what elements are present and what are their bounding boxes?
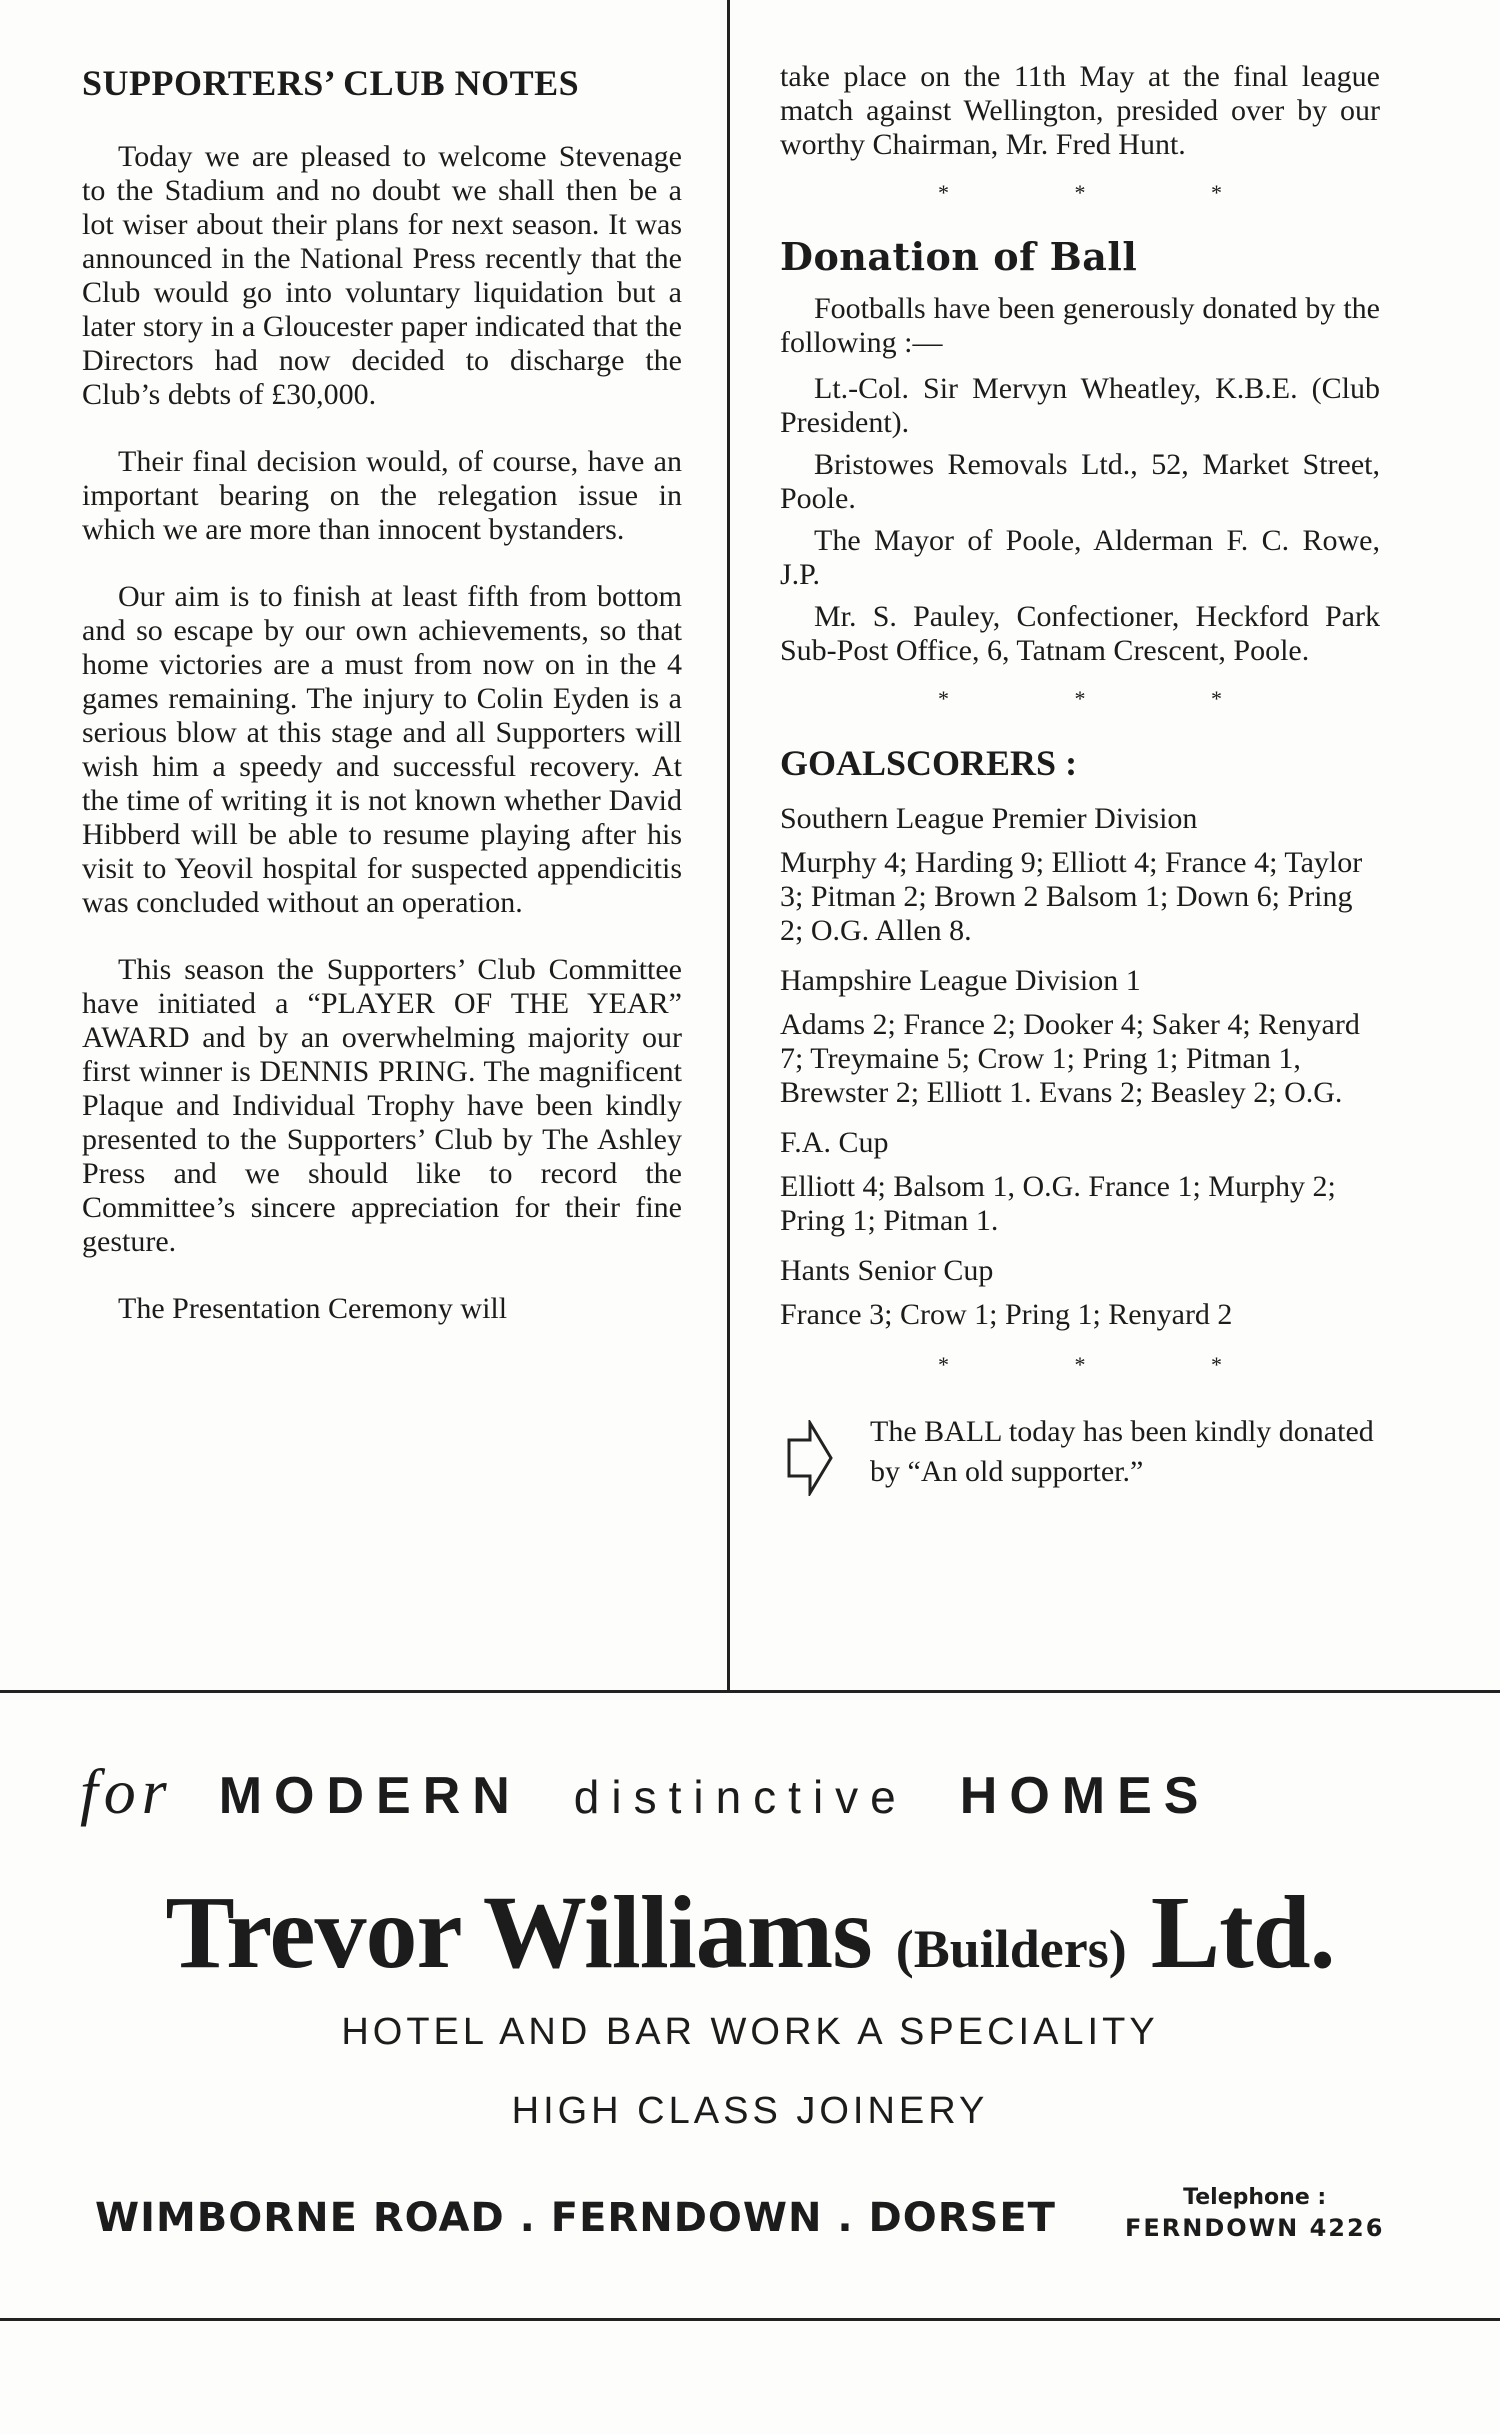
company-name-builders: (Builders)	[895, 1919, 1127, 1979]
notes-paragraph-5: The Presentation Ceremony will	[118, 1292, 508, 1325]
advert-word-distinctive: distinctive	[573, 1771, 908, 1823]
competition-scorers: Murphy 4; Harding 9; Elliott 4; France 4; Taylor 3; Pitman 2; Brown 2 Balsom 1; Down 6; Pring 2; O.G. Allen 8.	[780, 846, 1363, 947]
donor-item: Bristowes Removals Ltd., 52, Market Street, Poole.	[780, 448, 1380, 515]
ball-note-text: The BALL today has been kindly donated by “An old supporter.”	[870, 1415, 1374, 1488]
ball-donation-note	[780, 1412, 1380, 1492]
advert-speciality: HOTEL AND BAR WORK A SPECIALITY	[341, 2011, 1159, 2053]
competition-name: Hampshire League Division 1	[780, 964, 1141, 997]
column-divider	[727, 0, 730, 1690]
advert-word-homes: HOMES	[959, 1767, 1211, 1825]
competition-scorers: Adams 2; France 2; Dooker 4; Saker 4; Renyard 7; Treymaine 5; Crow 1; Pring 1; Pitman 1, Brewster 2; Elliott 1. Evans 2; Beasley 2; O.G.	[780, 1008, 1360, 1109]
company-name-ltd: Ltd.	[1150, 1875, 1335, 1990]
telephone-number: FERNDOWN 4226	[1125, 2214, 1385, 2242]
notes-paragraph-2: Their final decision would, of course, have an important bearing on the relegation issue in which we are more than innocent bystanders.	[82, 445, 682, 546]
supporters-club-title: SUPPORTERS’ CLUB NOTES	[82, 63, 580, 103]
notes-paragraph-3: Our aim is to finish at least fifth from bottom and so escape by our own achievements, so that home victories are a must from now on in the 4 games remaining. The injury to Colin Eyden is a serious blow at this stage and all Supporters will wish him a speedy and successful recovery. At the time of writing it is not known whether David Hibberd will be able to resume playing after his visit to Yeovil hospital for suspected appendicitis was concluded without an operation.	[82, 580, 682, 919]
advert-word-modern: MODERN	[218, 1767, 522, 1825]
competition-scorers: France 3; Crow 1; Pring 1; Renyard 2	[780, 1298, 1233, 1331]
donation-title: Donation of Ball	[780, 234, 1138, 279]
advert-address: WIMBORNE ROAD . FERNDOWN . DORSET	[95, 2195, 1056, 2241]
donation-intro: Footballs have been generously donated by the following :—	[780, 292, 1380, 359]
section-separator: * * *	[938, 180, 1282, 205]
notes-paragraph-4: This season the Supporters’ Club Committee have initiated a “PLAYER OF THE YEAR” AWARD and by an overwhelming majority our first winner is DENNIS PRING. The magnificent Plaque and Individual Trophy have been kindly presented to the Supporters’ Club by The Ashley Press and we should like to record the Committee’s sincere appreciation for their fine gesture.	[82, 953, 682, 1258]
notes-paragraph-1: Today we are pleased to welcome Stevenage to the Stadium and no doubt we shall then be a lot wiser about their plans for next season. It was announced in the National Press recently that the Club would go into voluntary liquidation but a later story in a Gloucester paper indicated that the Directors had now decided to discharge the Club’s debts of £30,000.	[82, 140, 682, 411]
notes-continuation: take place on the 11th May at the final league match against Wellington, presided over by our worthy Chairman, Mr. Fred Hunt.	[780, 60, 1380, 161]
advert-telephone	[1125, 2185, 1384, 2242]
right-column	[780, 60, 1380, 1492]
advert-headline	[80, 1755, 1210, 1829]
advert-word-for: for	[80, 1756, 173, 1827]
donor-item: The Mayor of Poole, Alderman F. C. Rowe, J.P.	[780, 524, 1380, 591]
competition-scorers: Elliott 4; Balsom 1, O.G. France 1; Murphy 2; Pring 1; Pitman 1.	[780, 1170, 1336, 1237]
company-name	[0, 1873, 1500, 1992]
telephone-label: Telephone :	[1183, 2185, 1327, 2210]
arrow-right-icon	[786, 1420, 834, 1507]
builders-advertisement	[0, 1693, 1500, 2318]
advert-bottom-rule	[0, 2318, 1500, 2321]
donor-item: Mr. S. Pauley, Confectioner, Heckford Park Sub-Post Office, 6, Tatnam Crescent, Poole.	[780, 600, 1380, 667]
company-name-main: Trevor Williams	[165, 1875, 872, 1990]
advert-joinery: HIGH CLASS JOINERY	[511, 2090, 989, 2132]
competition-name: F.A. Cup	[780, 1126, 889, 1159]
competition-name: Hants Senior Cup	[780, 1254, 994, 1287]
donor-item: Lt.-Col. Sir Mervyn Wheatley, K.B.E. (Club President).	[780, 372, 1380, 439]
goalscorers-title: GOALSCORERS :	[780, 743, 1078, 783]
competition-name: Southern League Premier Division	[780, 802, 1198, 835]
section-separator: * * *	[938, 1352, 1282, 1377]
supporters-club-notes	[82, 60, 682, 1326]
section-separator: * * *	[938, 686, 1282, 711]
